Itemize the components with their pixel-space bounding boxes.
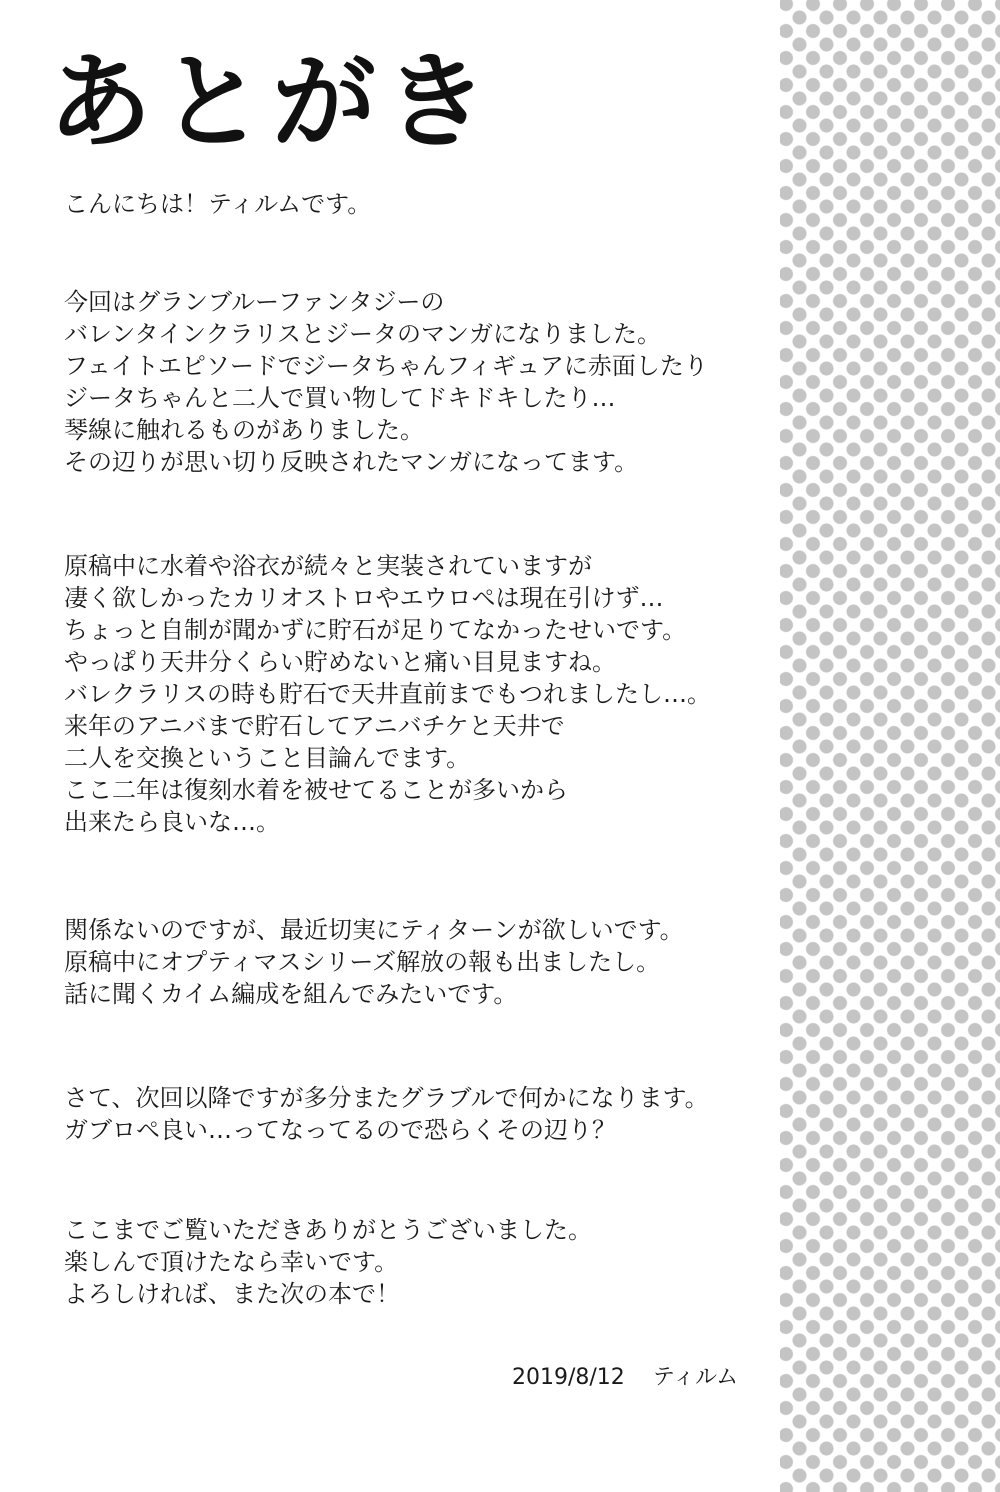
text-line: ジータちゃんと二人で買い物してドキドキしたり… [64,384,616,412]
about-manga-paragraph [64,286,708,478]
text-line: 今回はグランブルーファンタジーの [64,288,445,316]
text-line: フェイトエピソードでジータちゃんフィギュアに赤面したり [64,352,708,380]
text-line: バレンタインクラリスとジータのマンガになりました。 [64,320,661,348]
text-line: 原稿中にオプティマスシリーズ解放の報も出ましたし。 [64,948,661,976]
signature-author: ティルム [652,1365,739,1390]
text-line: 原稿中に水着や浴衣が続々と実装されていますが [64,552,592,580]
next-plans-paragraph [64,1082,709,1146]
text-line: バレクラリスの時も貯石で天井直前までもつれましたし…。 [64,680,712,708]
polka-dot-border [780,0,1000,1492]
text-line: さて、次回以降ですが多分またグラブルで何かになります。 [64,1084,709,1112]
page-title: あとがき [48,41,497,163]
text-line: 二人を交換ということ目論んでます。 [64,744,471,772]
signature-date: 2019/8/12 [512,1365,625,1390]
text-line: 琴線に触れるものがありました。 [64,416,424,444]
thanks-paragraph [64,1214,592,1310]
signature [512,1362,738,1394]
text-line: ここ二年は復刻水着を被せてることが多いから [64,776,568,804]
text-line: 出来たら良いな…。 [64,808,280,836]
titan-paragraph [64,914,684,1010]
text-line: ここまでご覧いただきありがとうございました。 [64,1216,592,1244]
greeting-paragraph [64,188,371,220]
text-line: 関係ないのですが、最近切実にティターンが欲しいです。 [64,916,684,944]
text-line: 来年のアニバまで貯石してアニバチケと天井で [64,712,565,740]
text-line: 凄く欲しかったカリオストロやエウロペは現在引けず… [64,584,664,612]
text-line: 話に聞くカイム編成を組んでみたいです。 [64,980,518,1008]
text-line: ガブロペ良い…ってなってるので恐らくその辺り？ [64,1116,616,1144]
gacha-paragraph [64,550,711,838]
text-line: よろしければ、また次の本で！ [64,1280,400,1308]
text-line: こんにちは！ティルムです。 [64,190,372,218]
text-line: その辺りが思い切り反映されたマンガになってます。 [64,448,639,476]
text-line: やっぱり天井分くらい貯めないと痛い目見ますね。 [64,648,616,676]
text-line: 楽しんで頂けたなら幸いです。 [64,1248,399,1276]
text-line: ちょっと自制が聞かずに貯石が足りてなかったせいです。 [64,616,687,644]
